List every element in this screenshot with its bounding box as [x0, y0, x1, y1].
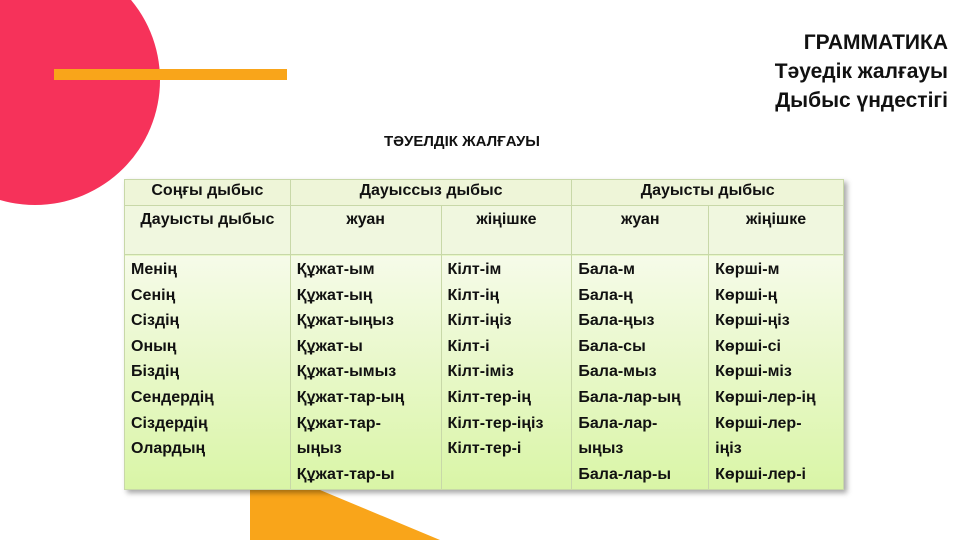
header-cell: Дауыссыз дыбыс [290, 180, 572, 206]
table-cell-line: Оның [131, 337, 177, 355]
table-cell-line: Көрші-сі [715, 337, 781, 355]
slide-title: ГРАММАТИКА [803, 31, 948, 54]
table-cell-line: Кілт-тер-іңіз [447, 414, 544, 432]
slide-heading [775, 28, 948, 115]
table-cell-line: Кілт-ім [447, 261, 502, 278]
table-cell-line: Бала-лар-ың [578, 388, 681, 406]
table-cell-line: Кілт-ің [447, 286, 500, 304]
decorative-circle [0, 0, 160, 205]
table-cell-line: Біздің [131, 363, 180, 381]
table-cell-line: ыңыз [296, 440, 342, 458]
table-cell-line: Кілт-і [447, 337, 490, 355]
table-cell-line: Құжат-ыңыз [296, 312, 395, 330]
header-cell: Дауысты дыбыс [572, 180, 844, 206]
table-cell-line: Көрші-м [715, 261, 780, 278]
table-cell-line: Құжат-тар-ы [296, 465, 395, 483]
table-header-row-1 [125, 180, 844, 206]
table-cell-line: Бала-м [578, 261, 635, 278]
table-cell-line: Кілт-іміз [447, 363, 514, 381]
table-cell-line: Құжат-тар- [296, 414, 381, 432]
header-cell: жіңішке [709, 206, 844, 255]
decorative-triangle [320, 490, 440, 540]
table-cell-line: ыңыз [578, 440, 624, 458]
table-cell-line: іңіз [715, 440, 742, 458]
table-header-row-2 [125, 206, 844, 255]
column-soft-consonant [441, 255, 572, 490]
table-cell-line: Көрші-ң [715, 286, 778, 304]
table-cell-line: Құжат-ың [296, 286, 373, 304]
table-cell-line: Кілт-тер-ің [447, 388, 532, 406]
table-cell-line: Көрші-ңіз [715, 312, 790, 330]
table-cell-line: Құжат-ы [296, 337, 363, 355]
table-cell-line: Бала-ң [578, 286, 633, 304]
slide-subtitle-2: Дыбыс үндестігі [775, 89, 948, 112]
table-cell-line: Сіздің [131, 312, 180, 330]
header-cell: жуан [572, 206, 709, 255]
table-cell-line: Бала-ңыз [578, 312, 655, 330]
table-cell-line: Көрші-лер- [715, 414, 802, 432]
table-cell-line: Бала-лар-ы [578, 465, 671, 483]
column-pronouns [125, 255, 291, 490]
slide-subtitle-1: Тәуедік жалғауы [774, 60, 948, 83]
decorative-block [250, 490, 320, 540]
grammar-table [124, 179, 844, 490]
header-cell: Дауысты дыбыс [125, 206, 291, 255]
column-hard-vowel [572, 255, 709, 490]
header-cell: жіңішке [441, 206, 572, 255]
table-cell-line: Көрші-лер-і [715, 465, 806, 483]
decorative-bar [54, 69, 287, 80]
table-cell-line: Сіздердің [131, 414, 208, 432]
table-cell-line: Бала-лар- [578, 414, 658, 432]
table-cell-line: Кілт-іңіз [447, 312, 512, 330]
table-title: ТӘУЕЛДІК ЖАЛҒАУЫ [384, 133, 540, 150]
table-cell-line: Менің [131, 261, 177, 278]
table-cell-line: Бала-мыз [578, 363, 657, 381]
table-cell-line: Кілт-тер-і [447, 440, 522, 458]
table-cell-line: Бала-сы [578, 337, 646, 355]
column-hard-consonant [290, 255, 441, 490]
table-cell-line: Көрші-лер-ің [715, 388, 816, 406]
table-cell-line: Сенің [131, 286, 176, 304]
table-cell-line: Олардың [131, 440, 206, 458]
table-cell-line: Көрші-міз [715, 363, 792, 381]
column-soft-vowel [709, 255, 844, 490]
table-cell-line: Құжат-тар-ың [296, 388, 405, 406]
header-cell: жуан [290, 206, 441, 255]
header-cell: Соңғы дыбыс [125, 180, 291, 206]
table-cell-line: Сендердің [131, 388, 214, 406]
table-cell-line: Құжат-ымыз [296, 363, 397, 381]
table-cell-line: Құжат-ым [296, 261, 375, 278]
table-body-row [125, 255, 844, 490]
